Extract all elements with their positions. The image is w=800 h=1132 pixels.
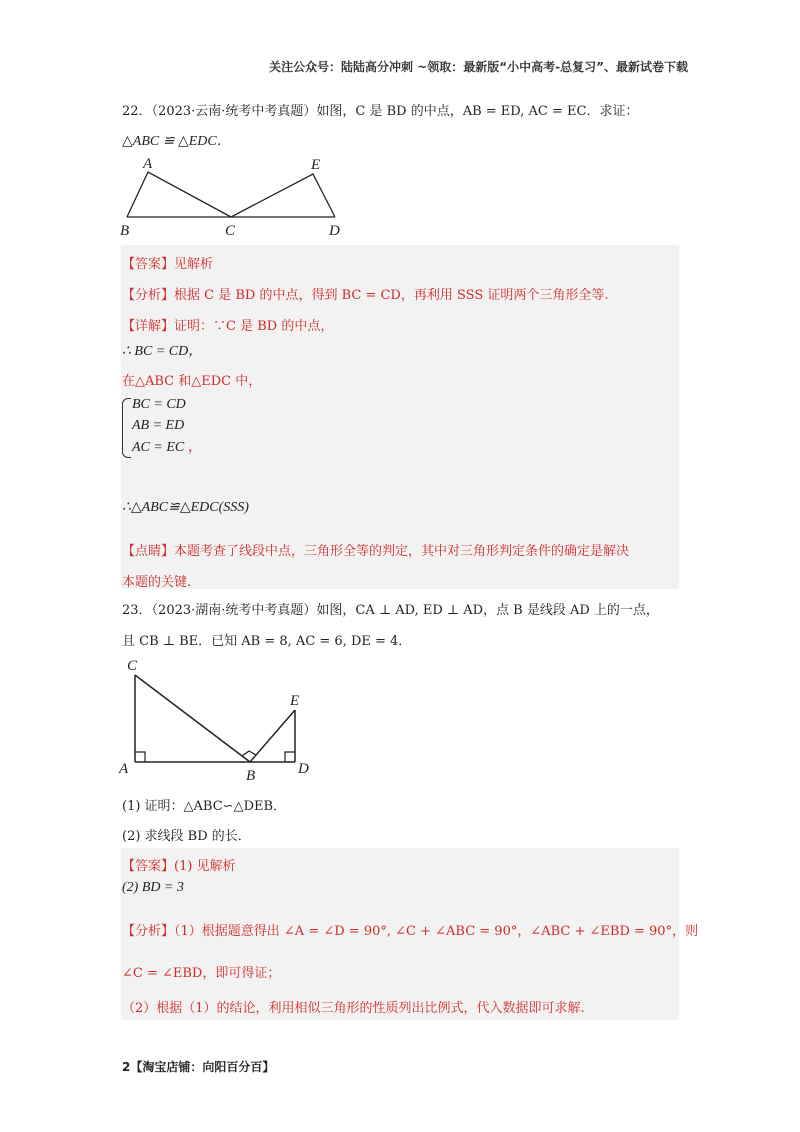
q22-comment-2: 本题的关键. <box>122 575 192 590</box>
q23-figure <box>115 652 325 787</box>
q23-given: 且 CB ⊥ BE．已知 AB = 8, AC = 6, DE = 4． <box>122 634 412 649</box>
q23-right-angle-a <box>135 752 145 762</box>
q23-label-c: C <box>127 658 138 674</box>
q23-right-angle-b <box>242 751 256 756</box>
q22-stem: 22．（2023·云南·统考中考真题）如图，C 是 BD 的中点，AB = ED, AC = EC．求证： <box>122 104 639 119</box>
q23-part1: (1) 证明：△ABC∽△DEB． <box>122 799 287 814</box>
q23-label-b: B <box>246 768 256 784</box>
q23-right-angle-d <box>285 752 295 762</box>
q23-label-a: A <box>119 761 129 777</box>
q22-answer: 【答案】见解析 <box>122 257 214 272</box>
q23-label-d: D <box>298 761 309 777</box>
q22-label-a: A <box>143 156 153 172</box>
q22-triangle-edc <box>231 174 335 217</box>
q23-analysis-1: 【分析】（1）根据题意得出 ∠A = ∠D = 90°, ∠C + ∠ABC = 90°，∠ABC + ∠EBD = 90°，则 <box>122 924 699 939</box>
q22-triangle-abc <box>127 172 231 217</box>
q22-label-d: D <box>329 223 340 239</box>
page-header: 关注公众号：陆陆高分冲刺 ~领取：最新版“小中高考-总复习”、最新试卷下载 <box>269 60 688 74</box>
q23-stem: 23．（2023·湖南·统考中考真题）如图，CA ⊥ AD, ED ⊥ AD，点 B 是线段 AD 上的一点， <box>122 603 659 618</box>
q22-conclusion: ∴△ABC≌△EDC(SSS) <box>122 500 249 515</box>
q23-segment-be <box>250 710 295 762</box>
q23-label-e: E <box>290 693 300 709</box>
page-footer: 2【淘宝店铺：向阳百分百】 <box>122 1060 275 1074</box>
q22-detail: 【详解】证明：∵C 是 BD 的中点， <box>122 319 334 334</box>
q22-figure <box>115 155 355 240</box>
q23-analysis-3: （2）根据（1）的结论，利用相似三角形的性质列出比例式，代入数据即可求解. <box>122 1001 585 1016</box>
q22-label-c: C <box>225 223 236 239</box>
q23-answer-2: (2) BD = 3 <box>122 880 184 895</box>
q22-analysis: 【分析】根据 C 是 BD 的中点，得到 BC = CD，再利用 SSS 证明两个三角形全等. <box>122 288 609 303</box>
q22-claim: △ABC ≌ △EDC． <box>122 134 231 149</box>
q22-sys-1: BC = CD <box>132 397 186 412</box>
q23-answer-1: 【答案】(1) 见解析 <box>122 859 236 874</box>
q22-label-e: E <box>311 157 321 173</box>
q22-sys-3: AC = EC <box>132 440 185 455</box>
q22-sys-comma: ， <box>188 440 202 455</box>
q22-step1: ∴ BC = CD， <box>122 344 203 359</box>
q22-comment-1: 【点睛】本题考查了线段中点，三角形全等的判定，其中对三角形判定条件的确定是解决 <box>122 544 630 559</box>
q22-step2: 在△ABC 和△EDC 中， <box>122 374 262 389</box>
q23-part2: (2) 求线段 BD 的长． <box>122 829 251 844</box>
q23-segment-cb <box>135 675 250 762</box>
q23-analysis-2: ∠C = ∠EBD，即可得证； <box>122 966 281 981</box>
q22-system-brace <box>122 398 131 458</box>
q22-sys-2: AB = ED <box>132 418 185 433</box>
q22-label-b: B <box>120 223 130 239</box>
